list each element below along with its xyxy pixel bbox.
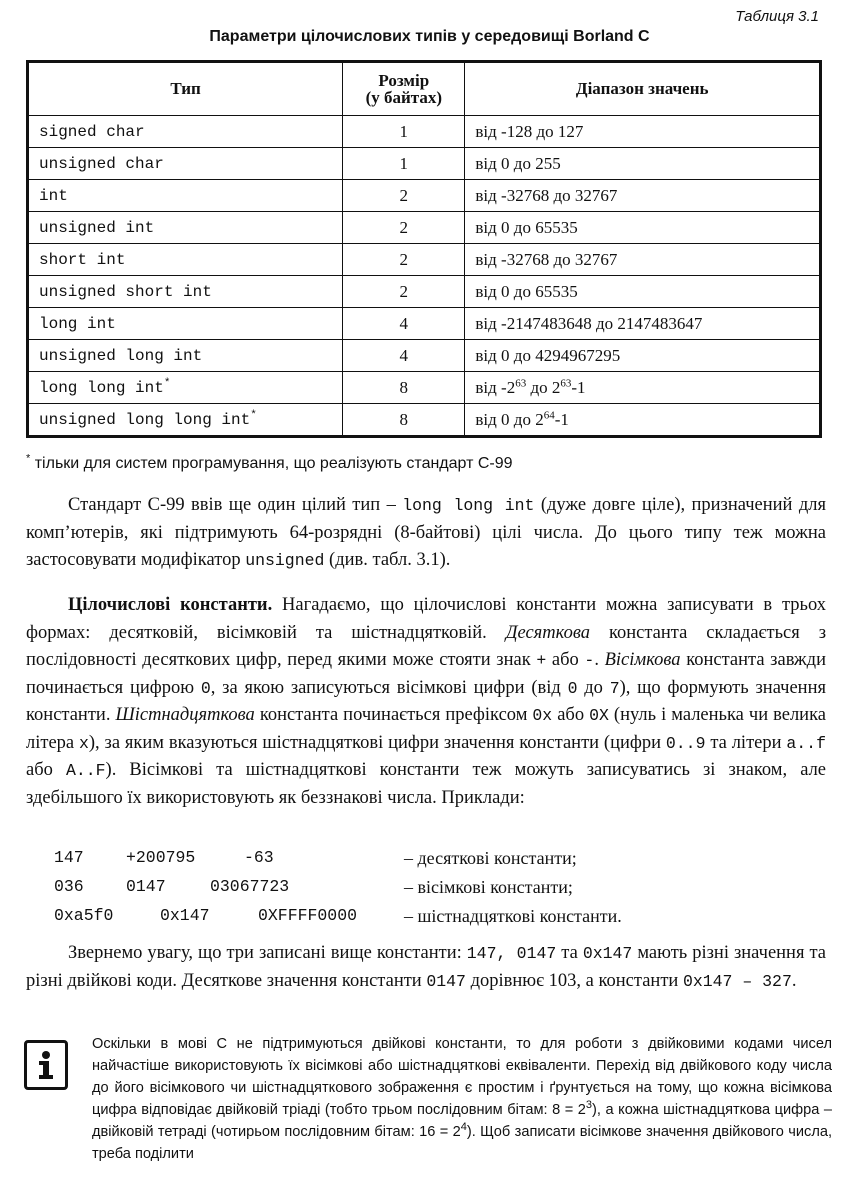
section-heading: Цілочислові константи. [68, 595, 273, 615]
code: 147, 0147 [466, 944, 557, 963]
text: Звернемо увагу, що три записані вище константи: [68, 943, 467, 963]
code: A..F [65, 761, 106, 780]
code: long long int [402, 496, 535, 515]
header-size-line1: Розмір [378, 71, 430, 90]
text: дорівнює 103, а константи [465, 970, 683, 991]
term: Десяткова [505, 622, 590, 643]
code: 0 [200, 678, 211, 698]
example-value: 0xa5f0 [54, 906, 114, 925]
info-note [92, 1033, 832, 1165]
size-cell: 4 [343, 308, 465, 340]
text: Нагадаємо, що цілочислові константи можна записувати в трьох формах: десятковій, вісімковій та шістнадцятковій. [26, 595, 827, 643]
range-exponent: 63 [515, 376, 527, 389]
table-row [28, 340, 821, 372]
range-cell: від -32768 до 32767 [465, 244, 821, 276]
range-text: до 2 [526, 377, 561, 397]
table-title: Параметри цілочислових типів у середовищі Borland C [209, 28, 650, 45]
type-cell: short int [28, 244, 343, 276]
text: до [577, 677, 610, 698]
code: unsigned [245, 551, 325, 570]
footnote-marker: * [163, 377, 171, 390]
constant-examples [54, 848, 834, 935]
range-text: від -2 [475, 377, 516, 397]
range-cell [465, 372, 821, 404]
text: . [791, 970, 797, 991]
code: - [584, 651, 595, 670]
info-icon-glyph [32, 1049, 60, 1081]
size-cell: 2 [343, 180, 465, 212]
range-exponent: 64 [543, 408, 555, 421]
paragraph-c99 [26, 492, 826, 575]
text: ), а кожна шістнадцяткова цифра – двійковій тетраді (чотирьом послідовним бітам: 16 = 2 [92, 1102, 832, 1140]
type-name: long long int [39, 378, 164, 397]
example-row [54, 877, 834, 906]
size-cell: 8 [343, 404, 465, 437]
integer-types-table [26, 60, 822, 438]
example-value: 036 [54, 877, 84, 896]
code: + [536, 651, 547, 670]
table-row [28, 276, 821, 308]
table-number-label: Таблиця 3.1 [735, 8, 819, 25]
range-exponent: 63 [560, 376, 572, 389]
type-name: unsigned long long int [39, 410, 251, 429]
code: 0x147 – 327 [682, 971, 792, 991]
example-description: – десяткові константи; [404, 848, 577, 868]
paragraph-integer-constants [26, 592, 826, 812]
text: константа завжди починається цифрою [26, 650, 826, 698]
size-cell: 1 [343, 116, 465, 148]
text: та [556, 943, 583, 963]
size-cell: 2 [343, 244, 465, 276]
range-text: -1 [554, 409, 569, 429]
code: 0 [567, 678, 578, 698]
table-footnote [26, 452, 513, 473]
range-cell: від 0 до 65535 [465, 276, 821, 308]
header-size [343, 62, 465, 116]
text: (дуже довге ціле), призначений для комп’ютерів, які підтримують 64-розрядні (8-байтові) цілі числа. До цього типу теж можна застосовувати модифікатор [26, 495, 826, 570]
code: 0x147 [582, 944, 633, 963]
footnote-text: тільки для систем програмування, що реалізують стандарт С-99 [30, 455, 513, 472]
example-value: 0147 [126, 877, 166, 896]
range-cell: від 0 до 255 [465, 148, 821, 180]
range-text: від 0 до 2 [475, 409, 544, 429]
example-row [54, 848, 834, 877]
example-value: -63 [244, 848, 274, 867]
header-type: Тип [28, 62, 343, 116]
range-cell [465, 404, 821, 437]
table-row [28, 404, 821, 437]
range-cell: від -2147483648 до 2147483647 [465, 308, 821, 340]
code: 7 [609, 678, 620, 698]
text: ). Щоб записати вісімкове значення двійкового числа, треба поділити [92, 1124, 833, 1162]
text: константа складається з послідовності десяткових цифр, перед якими може стояти знак [26, 622, 826, 670]
text: (нуль і маленька чи велика літера [26, 705, 826, 753]
size-cell: 8 [343, 372, 465, 404]
table-row [28, 308, 821, 340]
range-text: -1 [571, 377, 586, 397]
text: мають різні значення та різні двійкові коди. Десяткове значення константи [26, 943, 826, 991]
table-row [28, 244, 821, 276]
size-cell: 2 [343, 276, 465, 308]
text: ), що формують значення константи. [26, 677, 826, 725]
range-cell: від -32768 до 32767 [465, 180, 821, 212]
text: ). Вісімкові та шістнадцяткові константи теж можуть записуватись зі знаком, але здебільшого їх використовують як беззнакові числа. Приклади: [26, 760, 827, 808]
example-description: – шістнадцяткові константи. [404, 906, 622, 926]
type-cell: unsigned char [28, 148, 343, 180]
range-cell: від 0 до 4294967295 [465, 340, 821, 372]
example-value: 0x147 [160, 906, 210, 925]
table-row [28, 212, 821, 244]
text: або [546, 650, 585, 670]
text: Оскільки в мові С не підтримуються двійкові константи, то для роботи з двійковими кодами чисел найчастіше використовують їх вісімкові або шістнадцяткові еквіваленти. Перехід від двійкового коду числа до його вісімкового чи шістнадцяткового зображення є простим і ґрунтується на тому, що кожна вісімкова цифра відповідає двійковій тріаді (тобто трьом послідовним бітам: 8 = 2 [92, 1036, 832, 1118]
exponent: 3 [585, 1099, 593, 1112]
type-cell: signed char [28, 116, 343, 148]
example-value: 03067723 [210, 877, 290, 896]
example-value: +200795 [126, 848, 196, 867]
text: ), за яким вказуються шістнадцяткові цифри значення константи (цифри [88, 732, 666, 753]
range-cell: від -128 до 127 [465, 116, 821, 148]
paragraph-example-notes [26, 940, 826, 995]
text: та літери [705, 732, 787, 753]
range-cell: від 0 до 65535 [465, 212, 821, 244]
code: x [78, 733, 89, 753]
table-header-row [28, 62, 821, 116]
text: Стандарт С-99 ввів ще один цілий тип – [68, 495, 403, 515]
type-cell: unsigned int [28, 212, 343, 244]
example-value: 0XFFFF0000 [258, 906, 358, 925]
size-cell: 2 [343, 212, 465, 244]
type-cell: int [28, 180, 343, 212]
text: або [26, 760, 66, 780]
info-icon [24, 1040, 68, 1090]
text: . [594, 650, 605, 670]
exponent: 4 [460, 1121, 467, 1134]
text: , за якою записуються вісімкові цифри (від [210, 677, 568, 698]
code: 0..9 [665, 733, 706, 753]
text: константа починається префіксом [254, 705, 533, 725]
type-cell [28, 404, 343, 437]
footnote-marker: * [250, 409, 257, 422]
type-cell [28, 372, 343, 404]
type-cell: unsigned long int [28, 340, 343, 372]
table-row [28, 372, 821, 404]
term: Шістнадцяткова [115, 705, 255, 725]
table-row [28, 180, 821, 212]
type-cell: unsigned short int [28, 276, 343, 308]
type-cell: long int [28, 308, 343, 340]
term: Вісімкова [604, 650, 681, 670]
table-row [28, 148, 821, 180]
example-value: 147 [54, 848, 84, 867]
example-row [54, 906, 834, 935]
text: або [552, 705, 590, 725]
example-description: – вісімкові константи; [404, 877, 573, 897]
header-size-line2: (у байтах) [365, 88, 442, 107]
text: (див. табл. 3.1). [324, 550, 451, 570]
size-cell: 1 [343, 148, 465, 180]
footnote-marker: * [26, 452, 31, 465]
code: 0147 [426, 971, 466, 991]
code: 0X [589, 706, 609, 725]
table-row [28, 116, 821, 148]
code: 0x [532, 706, 553, 725]
code: a..f [786, 733, 826, 753]
header-range: Діапазон значень [465, 62, 821, 116]
size-cell: 4 [343, 340, 465, 372]
